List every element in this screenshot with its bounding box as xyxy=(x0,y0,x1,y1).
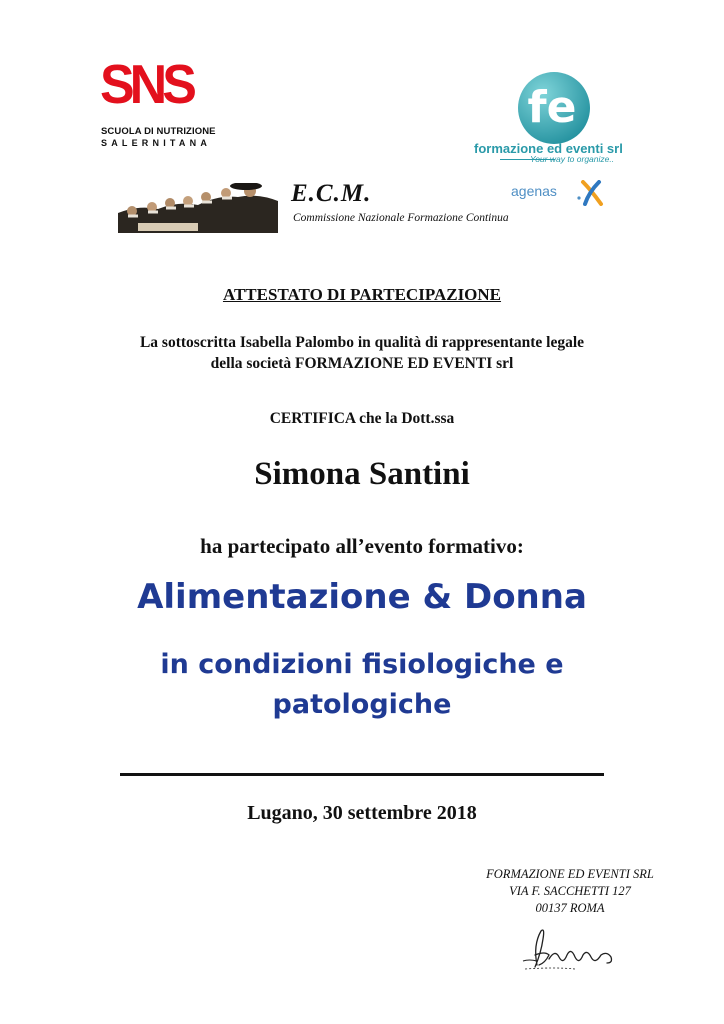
sns-logo-line2: SALERNITANA xyxy=(101,138,212,148)
sns-logo xyxy=(100,54,230,148)
address-line-2: VIA F. SACCHETTI 127 xyxy=(509,884,631,898)
event-subtitle xyxy=(0,645,724,725)
event-subtitle-line-1: in condizioni fisiologiche e xyxy=(160,649,564,680)
fe-logo-name: formazione ed eventi srl xyxy=(474,141,623,156)
agenas-mark-icon xyxy=(577,180,605,206)
agenas-logo xyxy=(511,180,611,210)
agenas-logo-text: agenas xyxy=(511,183,557,199)
signature-rule xyxy=(120,773,604,776)
address-line-3: 00137 ROMA xyxy=(535,901,605,915)
event-subtitle-line-2: patologiche xyxy=(272,689,452,720)
ecm-painting-image xyxy=(118,183,278,233)
place-date: Lugano, 30 settembre 2018 xyxy=(247,802,477,824)
participation-statement: ha partecipato all’evento formativo: xyxy=(200,534,524,558)
event-title: Alimentazione & Donna xyxy=(137,577,587,617)
recipient-name: Simona Santini xyxy=(254,456,470,492)
handwritten-signature xyxy=(515,925,625,973)
fe-logo-tagline: Your way to organize.. xyxy=(530,154,615,164)
intro-line-1: La sottoscritta Isabella Palombo in qualità di rappresentante legale xyxy=(139,334,585,351)
certifica-line: CERTIFICA che la Dott.ssa xyxy=(269,410,455,427)
fe-logo xyxy=(470,70,640,165)
svg-text:fe: fe xyxy=(527,82,577,133)
certificate-heading: ATTESTATO DI PARTECIPAZIONE xyxy=(222,285,502,304)
intro-line-2: della società FORMAZIONE ED EVENTI srl xyxy=(210,355,514,372)
sns-logo-line1: SCUOLA DI NUTRIZIONE xyxy=(101,126,216,137)
address-line-1: FORMAZIONE ED EVENTI SRL xyxy=(486,867,654,881)
ecm-title: E.C.M. xyxy=(291,180,372,207)
company-address xyxy=(440,866,700,917)
ecm-subtitle: Commissione Nazionale Formazione Continua xyxy=(293,212,509,224)
certificate-intro xyxy=(0,332,724,374)
fe-circle-icon xyxy=(516,70,592,146)
sns-logo-mark: SNS xyxy=(100,54,192,116)
